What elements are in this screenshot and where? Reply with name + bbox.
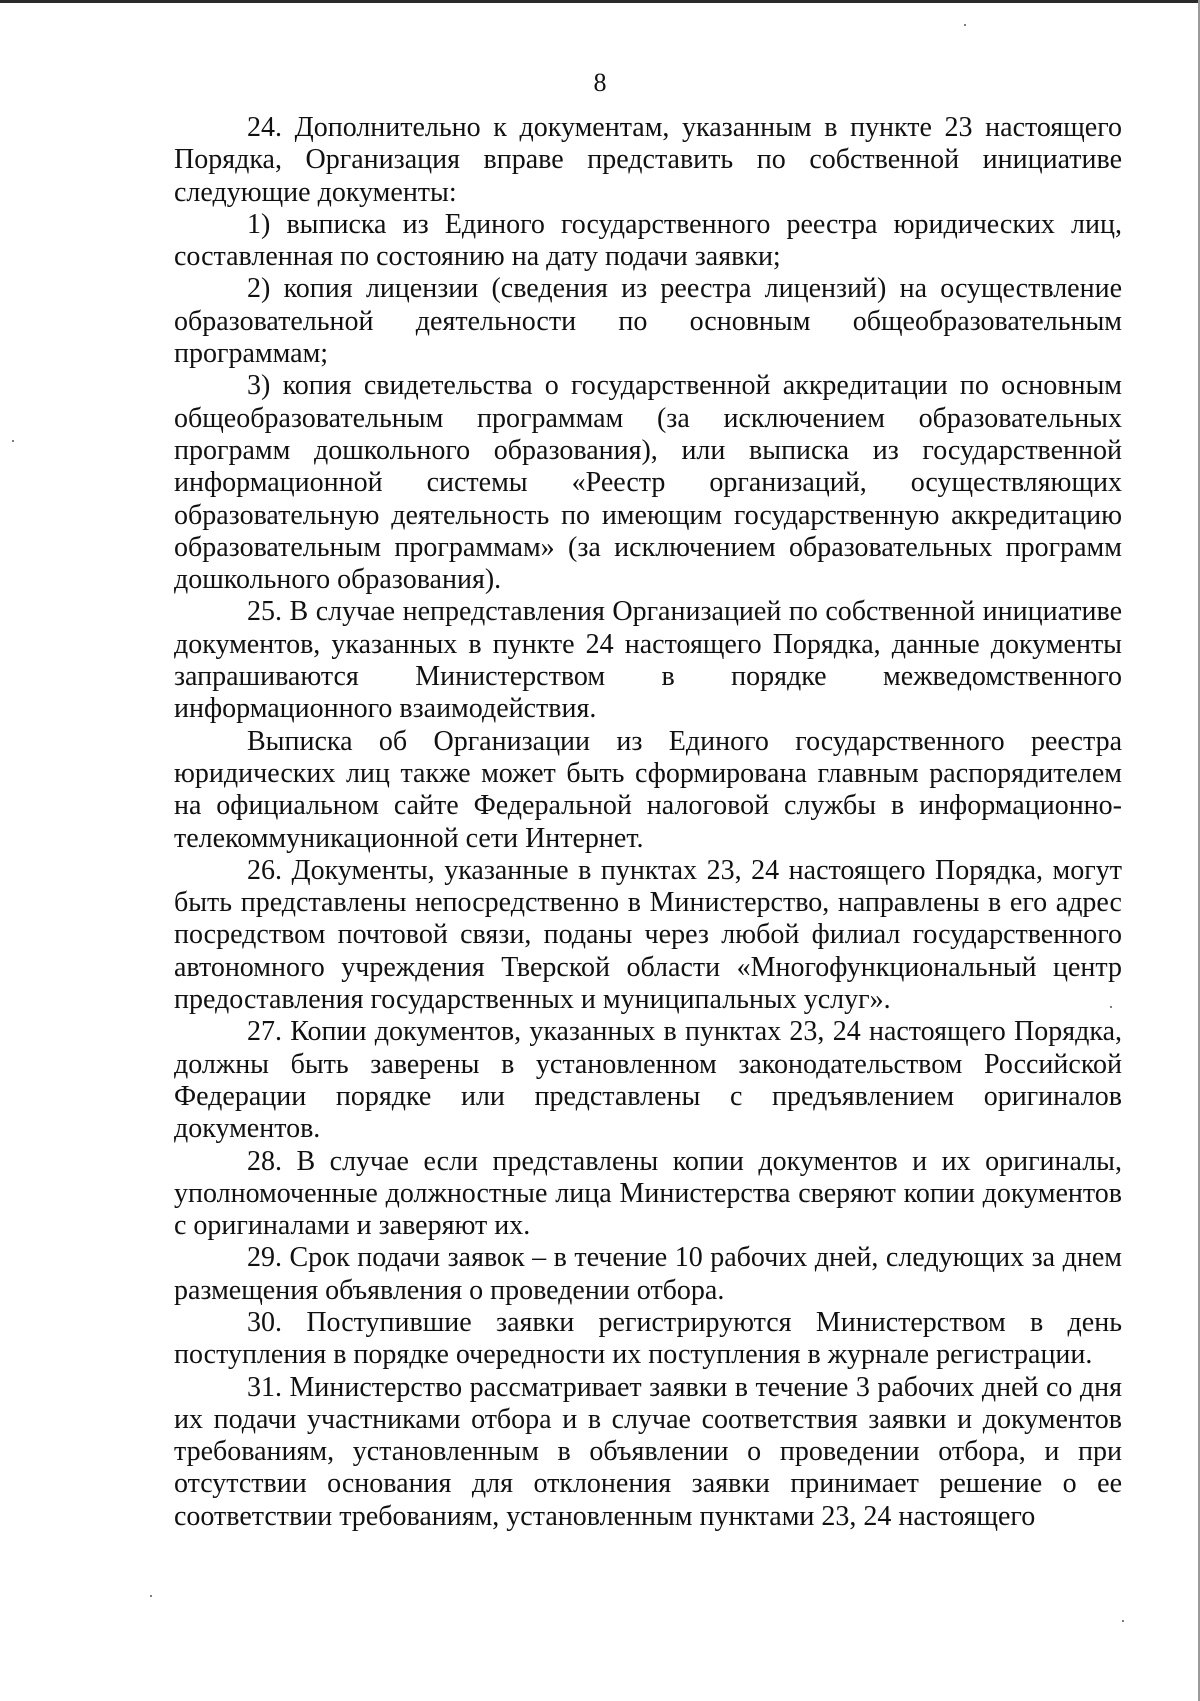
paragraph-25-extract: Выписка об Организации из Единого государственного реестра юридических лиц также может быть сформирована главным распорядителем на официальном сайте Федеральной налоговой службы в информационно-телекоммуникационной сети Интернет. xyxy=(174,725,1122,854)
scan-speck xyxy=(150,1595,152,1597)
paragraph-24: 24. Дополнительно к документам, указанным в пункте 23 настоящего Порядка, Организация вправе представить по собственной инициативе следующие документы: xyxy=(174,112,1122,208)
paragraph-29: 29. Срок подачи заявок – в течение 10 рабочих дней, следующих за днем размещения объявления о проведении отбора. xyxy=(174,1242,1122,1306)
paragraph-24-item-3: 3) копия свидетельства о государственной аккредитации по основным общеобразовательным программам (за исключением образовательных программ дошкольного образования), или выписка из государственной информационной системы «Реестр организаций, осуществляющих образовательную деятельность по имеющим государственную аккредитацию образовательным программам» (за исключением образовательных программ дошкольного образования). xyxy=(174,370,1122,596)
scan-speck xyxy=(964,24,966,26)
scan-speck xyxy=(12,440,14,442)
paragraph-28: 28. В случае если представлены копии документов и их оригиналы, уполномоченные должностные лица Министерства сверяют копии документов с оригиналами и заверяют их. xyxy=(174,1145,1122,1242)
paragraph-24-item-2: 2) копия лицензии (сведения из реестра лицензий) на осуществление образовательной деятельности по основным общеобразовательным программам; xyxy=(174,273,1122,370)
paragraph-26: 26. Документы, указанные в пунктах 23, 24 настоящего Порядка, могут быть представлены непосредственно в Министерство, направлены в его адрес посредством почтовой связи, поданы через любой филиал государственного автономного учреждения Тверской области «Многофункциональный центр предоставления государственных и муниципальных услуг». xyxy=(174,854,1122,1016)
paragraph-31: 31. Министерство рассматривает заявки в течение 3 рабочих дней со дня их подачи участниками отбора и в случае соответствия заявки и документов требованиям, установленным в объявлении о проведении отбора, и при отсутствии основания для отклонения заявки принимает решение о ее соответствии требованиям, установленным пунктами 23, 24 настоящего xyxy=(174,1371,1122,1532)
scan-speck xyxy=(1122,1620,1124,1622)
scan-edge-top xyxy=(0,0,1200,3)
paragraph-25: 25. В случае непредставления Организацией по собственной инициативе документов, указанных в пункте 24 настоящего Порядка, данные документы запрашиваются Министерством в порядке межведомственного информационного взаимодействия. xyxy=(174,596,1122,725)
document-body xyxy=(174,112,1122,1533)
page-number: 8 xyxy=(593,68,607,97)
paragraph-30: 30. Поступившие заявки регистрируются Министерством в день поступления в порядке очередности их поступления в журнале регистрации. xyxy=(174,1306,1122,1371)
paragraph-24-item-1: 1) выписка из Единого государственного реестра юридических лиц, составленная по состоянию на дату подачи заявки; xyxy=(174,208,1122,273)
paragraph-27: 27. Копии документов, указанных в пунктах 23, 24 настоящего Порядка, должны быть заверены в установленном законодательством Российской Федерации порядке или представлены с предъявлением оригиналов документов. xyxy=(174,1016,1122,1145)
